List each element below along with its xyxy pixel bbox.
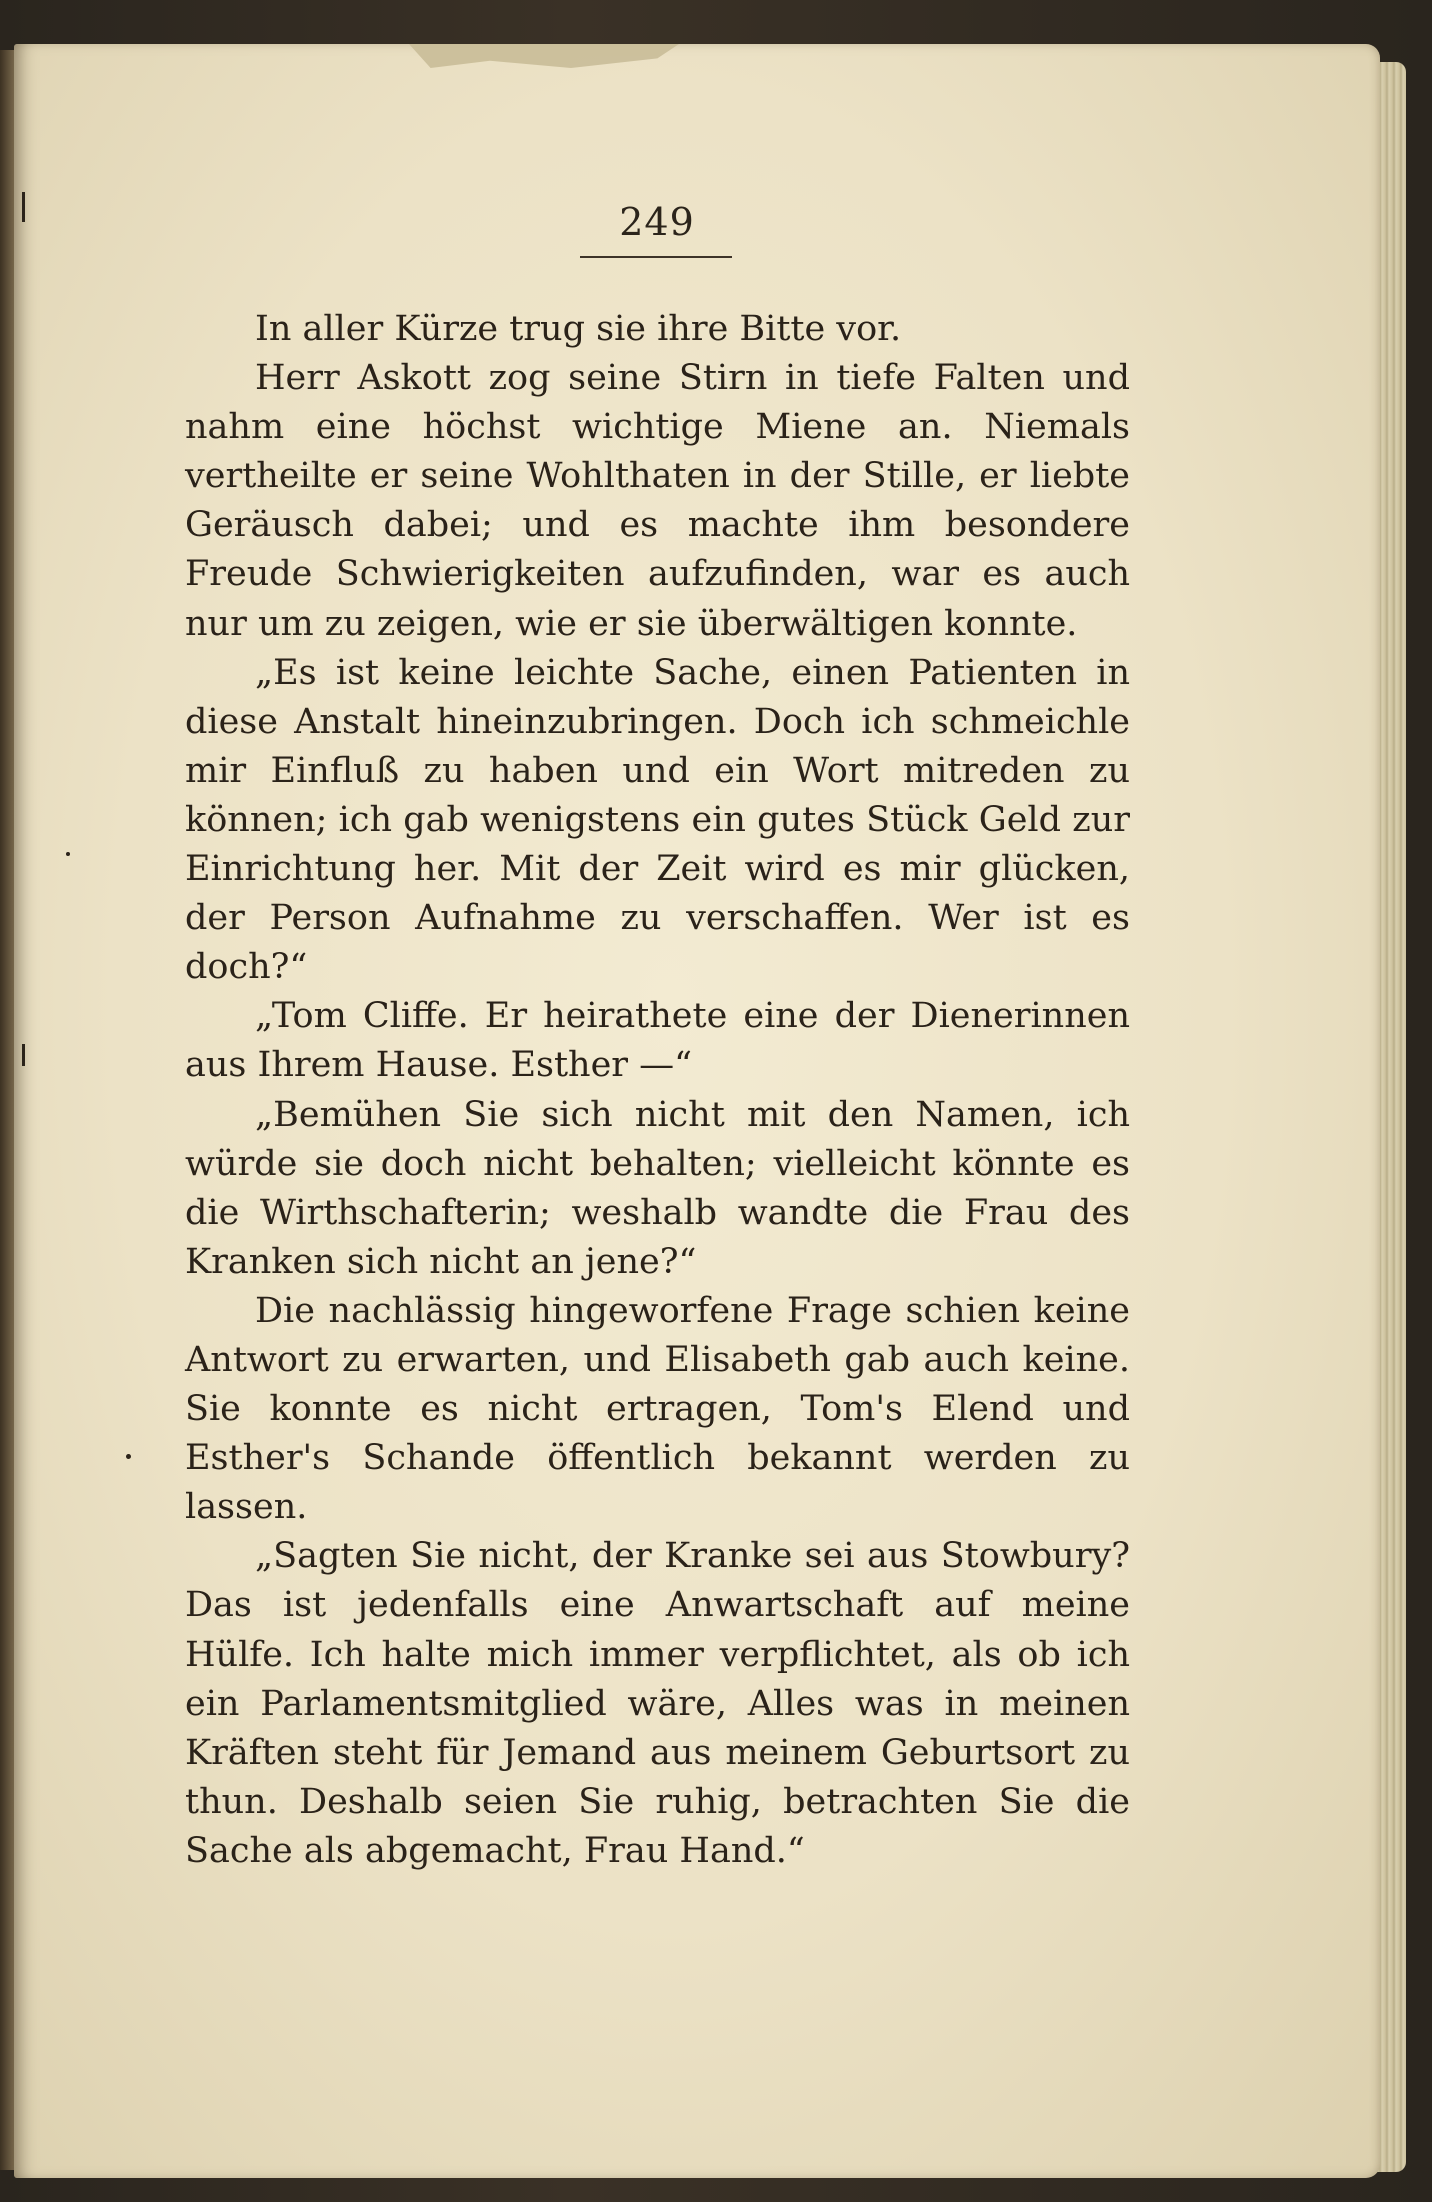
page-number-rule	[580, 256, 732, 258]
body-text	[185, 305, 1130, 1876]
binding-mark	[22, 192, 25, 222]
paragraph: In aller Kürze trug sie ihre Bitte vor.	[255, 309, 902, 349]
paragraph: „Bemühen Sie sich nicht mit den Namen, ich würde sie doch nicht behalten; vielleicht könnte es die Wirthschafterin; weshalb wandte die Frau des Kranken sich nicht an jene?“	[185, 1094, 1130, 1282]
paragraph: „Tom Cliffe. Er heirathete eine der Dienerinnen aus Ihrem Hause. Esther —“	[185, 996, 1130, 1086]
binding-mark	[22, 1044, 25, 1066]
torn-paper-scrap	[409, 44, 679, 68]
ink-speck	[126, 1454, 131, 1459]
ink-speck	[66, 852, 70, 856]
paragraph: „Es ist keine leichte Sache, einen Patienten in diese Anstalt hineinzubringen. Doch ich schmeichle mir Einfluß zu haben und ein Wort mitreden zu können; ich gab wenigstens ein gutes Stück Geld zur Einrichtung her. Mit der Zeit wird es mir glücken, der Person Aufnahme zu verschaffen. Wer ist es doch?“	[185, 652, 1130, 988]
page-number: 249	[619, 200, 695, 244]
paragraph: Herr Askott zog seine Stirn in tiefe Falten und nahm eine höchst wichtige Miene an. Niemals vertheilte er seine Wohlthaten in der Stille, er liebte Geräusch dabei; und es machte ihm besondere Freude Schwierigkeiten aufzufinden, war es auch nur um zu zeigen, wie er sie überwältigen konnte.	[185, 358, 1130, 644]
paragraph: „Sagten Sie nicht, der Kranke sei aus Stowbury? Das ist jedenfalls eine Anwartschaft auf meine Hülfe. Ich halte mich immer verpflichtet, als ob ich ein Parlamentsmitglied wäre, Alles was in meinen Kräften steht für Jemand aus meinem Geburtsort zu thun. Deshalb seien Sie ruhig, betrachten Sie die Sache als abgemacht, Frau Hand.“	[185, 1536, 1130, 1871]
paragraph: Die nachlässig hingeworfene Frage schien keine Antwort zu erwarten, und Elisabeth gab auch keine. Sie konnte es nicht ertragen, Tom's Elend und Esther's Schande öffentlich bekannt werden zu lassen.	[185, 1290, 1130, 1528]
